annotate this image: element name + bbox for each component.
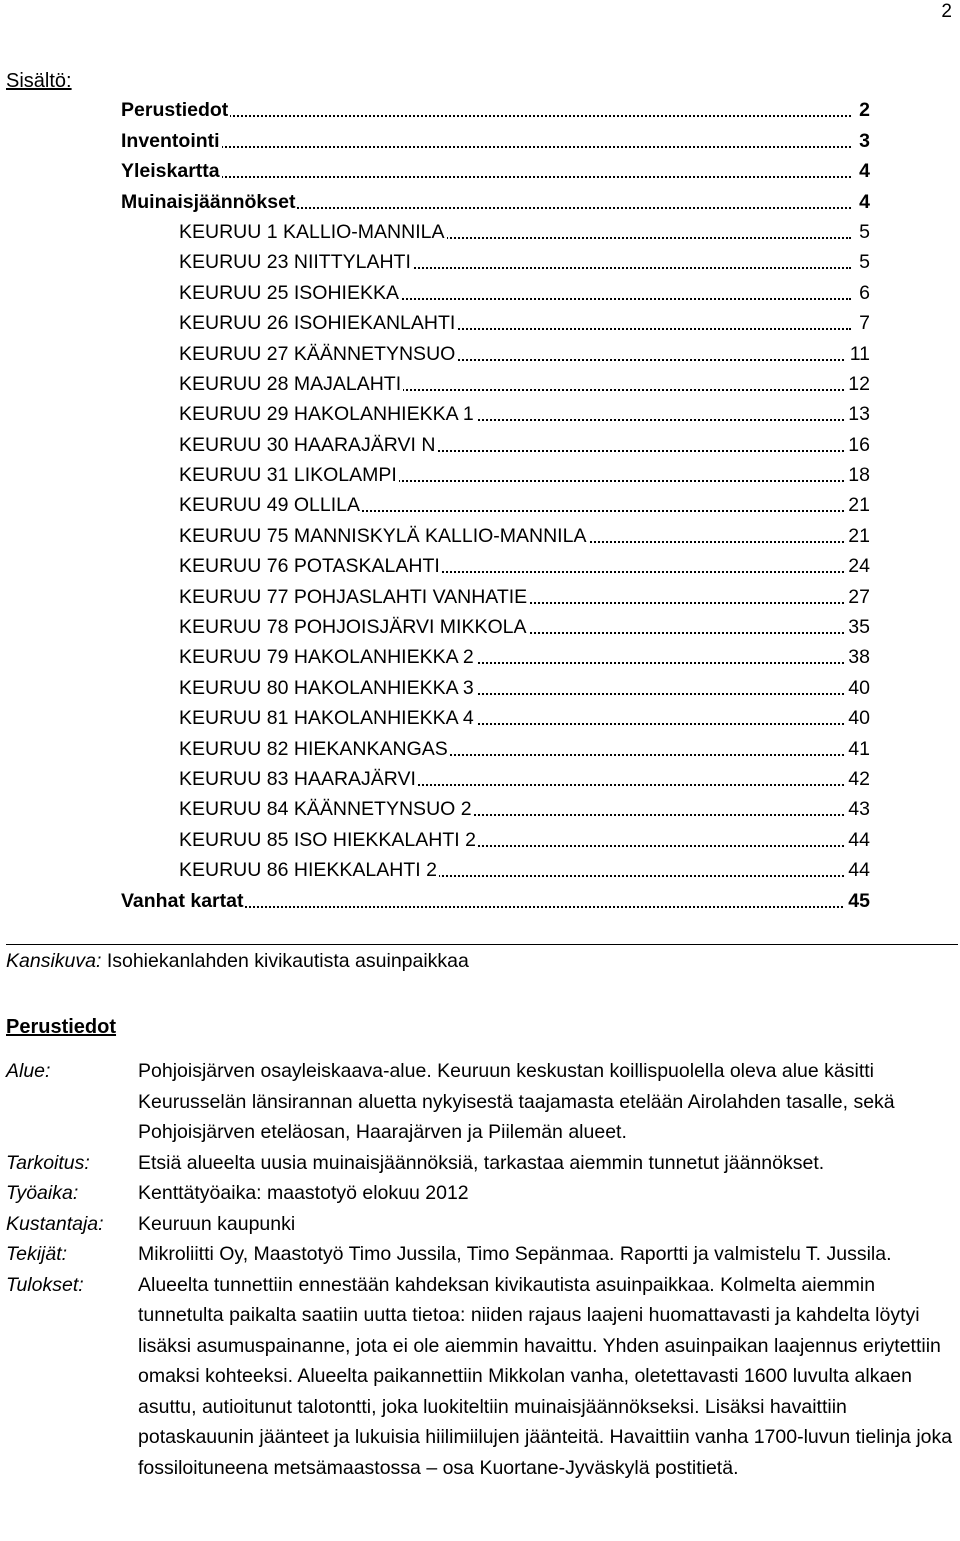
toc-entry-label: KEURUU 1 KALLIO-MANNILA [179, 220, 445, 243]
info-row [6, 1239, 956, 1270]
toc-entry-label: KEURUU 82 HIEKANKANGAS [179, 737, 448, 760]
toc-leader-dots [121, 146, 851, 148]
toc-entry-label: KEURUU 84 KÄÄNNETYNSUO 2 [179, 798, 472, 821]
toc-entry-page: 21 [844, 494, 870, 516]
toc-entry[interactable] [0, 490, 960, 520]
toc-entry-label: KEURUU 30 HAARAJÄRVI N [179, 433, 436, 456]
toc-entry-label: KEURUU 27 KÄÄNNETYNSUO [179, 342, 456, 365]
toc-entry-page: 21 [844, 525, 870, 547]
cover-caption-text: Isohiekanlahden kivikautista asuinpaikkaa [106, 950, 469, 972]
toc-entry-label: KEURUU 75 MANNISKYLÄ KALLIO-MANNILA [179, 524, 587, 547]
toc-entry[interactable] [0, 429, 960, 459]
toc-entry-page: 27 [844, 586, 870, 608]
info-row-key: Kustantaja: [6, 1212, 104, 1235]
info-row-value: Alueelta tunnettiin ennestään kahdeksan kivikautista asuinpaikkaa. Kolmelta aiemmin tunnetulta paikalta saatiin uutta tietoa: niiden rajaus laajeni huomattavasti ja kahdelta löytyi lisäksi asumuspainanne, jota ei ole aiemmin havaittu. Yhden asuinpaikan laajennus eriytettiin omaksi kohteeksi. Alueelta paikannettiin Mikkolan vanha, oletettavasti 1600 luvulta alkaen asuttu, autioitunut talotontti, joka luokiteltiin muinaisjäännökseksi. Lisäksi havaittiin potaskauunin jäänteet ja lukuisia hiilimiilujen jäänteitä. Havaittiin vanha 1700-luvun tielinja joka fossiloituneena metsämaastossa – osa Kuortane-Jyväskylä postitietä. [138, 1273, 953, 1479]
toc-entry[interactable] [0, 156, 960, 186]
toc-entry-page: 12 [844, 373, 870, 395]
toc-entry-label: KEURUU 49 OLLILA [179, 494, 360, 517]
basic-info-list [6, 1056, 956, 1483]
toc-entry[interactable] [0, 703, 960, 733]
toc-entry-label: KEURUU 31 LIKOLAMPI [179, 464, 397, 487]
toc-entry-label: Muinaisjäännökset [121, 190, 296, 213]
toc-entry[interactable] [0, 885, 960, 915]
toc-entry-label: KEURUU 86 HIEKKALAHTI 2 [179, 859, 437, 882]
info-row-value: Kenttätyöaika: maastotyö elokuu 2012 [138, 1182, 469, 1204]
toc-entry-page: 6 [855, 282, 870, 304]
info-row [6, 1209, 956, 1240]
toc-entry[interactable] [0, 125, 960, 155]
info-row-key: Tekijät: [6, 1243, 68, 1265]
toc-entry[interactable] [0, 95, 960, 125]
toc-entry-page: 18 [844, 464, 870, 486]
info-row [6, 1148, 956, 1179]
toc-entry-page: 40 [844, 707, 870, 729]
toc-entry-label: KEURUU 26 ISOHIEKANLAHTI [179, 312, 456, 335]
toc-entry-page: 35 [844, 616, 870, 638]
toc-entry[interactable] [0, 612, 960, 642]
toc-entry-label: Yleiskartta [121, 160, 220, 183]
toc-entry-page: 3 [855, 130, 870, 152]
toc-entry-label: KEURUU 76 POTASKALAHTI [179, 555, 440, 578]
toc-entry[interactable] [0, 369, 960, 399]
toc-title: Sisältö: [6, 70, 72, 92]
toc-entry-label: Inventointi [121, 129, 220, 152]
toc-entry[interactable] [0, 247, 960, 277]
toc-entry[interactable] [0, 308, 960, 338]
toc-entry-label: Perustiedot [121, 99, 229, 122]
toc-entry-label: KEURUU 23 NIITTYLAHTI [179, 251, 411, 274]
toc-entry[interactable] [0, 460, 960, 490]
toc-entry-label: KEURUU 78 POHJOISJÄRVI MIKKOLA [179, 616, 527, 639]
toc-entry-page: 16 [844, 434, 870, 456]
toc-entry-label: KEURUU 79 HAKOLANHIEKKA 2 [179, 646, 474, 669]
page-number: 2 [941, 1, 952, 22]
toc-entry-label: KEURUU 85 ISO HIEKKALAHTI 2 [179, 828, 476, 851]
toc-entry-page: 2 [855, 99, 870, 121]
toc-entry[interactable] [0, 217, 960, 247]
toc-entry-label: KEURUU 28 MAJALAHTI [179, 372, 402, 395]
toc-entry[interactable] [0, 520, 960, 550]
cover-caption [6, 950, 469, 973]
info-row-value: Keuruun kaupunki [138, 1212, 296, 1235]
toc-entry-label: KEURUU 81 HAKOLANHIEKKA 4 [179, 707, 474, 730]
info-row-key: Alue: [6, 1060, 51, 1082]
toc-entry[interactable] [0, 733, 960, 763]
toc-entry[interactable] [0, 855, 960, 885]
toc-entry[interactable] [0, 764, 960, 794]
toc-entry[interactable] [0, 824, 960, 854]
info-row-value: Mikroliitti Oy, Maastotyö Timo Jussila, Timo Sepänmaa. Raportti ja valmistelu T. Jussila. [138, 1243, 892, 1265]
toc-entry-page: 42 [844, 768, 870, 790]
toc-entry-page: 41 [844, 738, 870, 760]
toc-entry[interactable] [0, 551, 960, 581]
toc-entry-page: 4 [855, 191, 870, 213]
toc-entry-label: KEURUU 80 HAKOLANHIEKKA 3 [179, 676, 474, 699]
toc-entry-label: KEURUU 77 POHJASLAHTI VANHATIE [179, 585, 528, 608]
section-title: Perustiedot [6, 1016, 117, 1038]
toc-entry-page: 4 [855, 160, 870, 182]
toc-entry-page: 40 [844, 677, 870, 699]
info-row [6, 1178, 956, 1209]
toc-entry-page: 45 [844, 890, 870, 912]
info-row-key: Työaika: [6, 1182, 79, 1204]
toc-entry-page: 11 [846, 343, 870, 365]
toc-entry-page: 5 [855, 221, 870, 243]
toc-entry-page: 5 [855, 251, 870, 273]
toc-leader-dots [121, 115, 851, 117]
toc-entry-page: 44 [844, 829, 870, 851]
toc-entry-page: 24 [844, 555, 870, 577]
toc-entry[interactable] [0, 794, 960, 824]
info-row [6, 1270, 956, 1484]
toc-entry[interactable] [0, 186, 960, 216]
toc-entry[interactable] [0, 277, 960, 307]
info-row-key: Tulokset: [6, 1273, 84, 1296]
cover-caption-key: Kansikuva: [6, 950, 102, 972]
toc-leader-dots [121, 176, 851, 178]
toc-entry-page: 13 [844, 403, 870, 425]
toc-entry-page: 38 [844, 646, 870, 668]
toc-entry-page: 7 [855, 312, 870, 334]
table-of-contents [0, 95, 960, 916]
toc-entry[interactable] [0, 581, 960, 611]
toc-entry[interactable] [0, 672, 960, 702]
divider [6, 944, 958, 945]
info-row-key: Tarkoitus: [6, 1151, 90, 1174]
toc-entry-page: 43 [844, 798, 870, 820]
toc-entry[interactable] [0, 642, 960, 672]
info-row-value: Etsiä alueelta uusia muinaisjäännöksiä, tarkastaa aiemmin tunnetut jäännökset. [138, 1151, 825, 1174]
toc-entry[interactable] [0, 399, 960, 429]
info-row [6, 1056, 956, 1148]
toc-entry-label: KEURUU 25 ISOHIEKKA [179, 281, 399, 304]
toc-entry-label: Vanhat kartat [121, 889, 244, 912]
info-row-value: Pohjoisjärven osayleiskaava-alue. Keuruun keskustan koillispuolella oleva alue käsitti Keurusselän länsirannan aluetta nykyisestä taajamasta etelään Airolahden tasalle, sekä Pohjoisjärven eteläosan, Haarajärven ja Piilemän alueet. [138, 1060, 895, 1143]
toc-entry-label: KEURUU 29 HAKOLANHIEKKA 1 [179, 403, 474, 426]
toc-entry[interactable] [0, 338, 960, 368]
toc-entry-label: KEURUU 83 HAARAJÄRVI [179, 767, 416, 790]
toc-entry-page: 44 [844, 859, 870, 881]
